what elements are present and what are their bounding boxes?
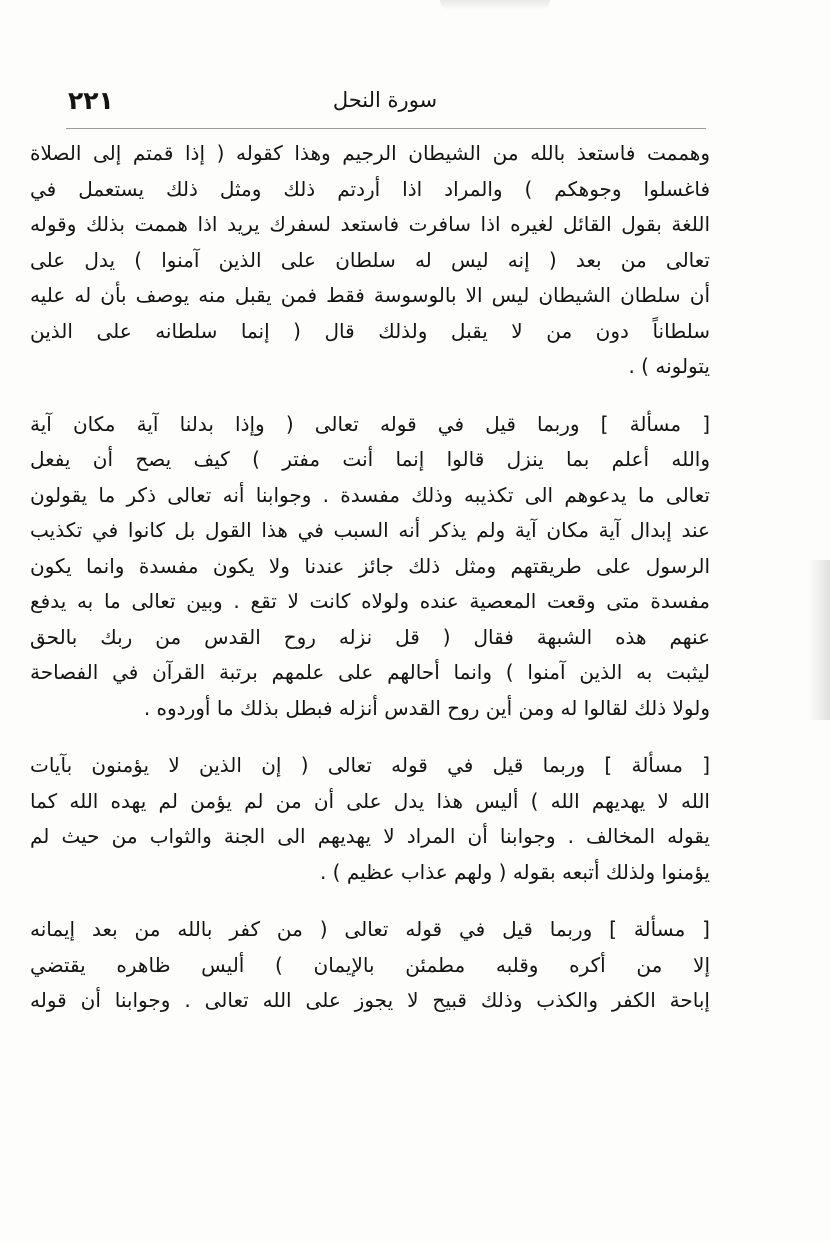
paragraph-3 bbox=[30, 748, 710, 890]
header-rule bbox=[66, 128, 706, 129]
text-line: ولولا ذلك لقالوا له ومن أين روح القدس أنزله فبطل بذلك ما أوردوه . bbox=[143, 695, 710, 720]
text-line: مفسدة متى وقعت المعصية عنده ولولاه كانت لا تقع . وبين تعالى ما به يدفع bbox=[30, 589, 710, 613]
text-line: سلطاناً دون من لا يقبل ولذلك قال ( إنما سلطانه على الذين bbox=[30, 318, 710, 343]
paragraph-4 bbox=[30, 912, 710, 1019]
text-line: عنهم هذه الشبهة فقال ( قل نزله روح القدس من ربك بالحق bbox=[30, 624, 710, 649]
text-line: ليثبت به الذين آمنوا ) وانما أحالهم على علمهم برتبة القرآن في الفصاحة bbox=[30, 660, 710, 684]
text-line: يتولونه ) . bbox=[628, 354, 710, 378]
text-line: والله أعلم بما ينزل قالوا إنما أنت مفتر ) كيف يصح أن يفعل bbox=[30, 447, 710, 471]
text-line: [ مسألة ] وربما قيل في قوله تعالى ( إن الذين لا يؤمنون بآيات bbox=[30, 753, 710, 777]
text-line: إباحة الكفر والكذب وذلك قبيح لا يجوز على الله تعالى . وجوابنا أن قوله bbox=[30, 988, 710, 1012]
paragraph-2 bbox=[30, 407, 710, 727]
page-number: ٢٢١ bbox=[68, 86, 114, 115]
paragraph-gap bbox=[30, 890, 710, 912]
text-line: الرسول على طريقتهم ومثل ذلك جائز عندنا ولا يكون مفسدة وانما يكون bbox=[30, 553, 710, 578]
page-header bbox=[60, 86, 710, 126]
text-line: اللغة بقول القائل لغيره اذا سافرت فاستعد لسفرك يريد اذا هممت بذلك وقوله bbox=[30, 212, 710, 236]
text-line: الله لا يهديهم الله ) أليس هذا يدل على أن من لم يؤمن لم يهده الله كما bbox=[30, 788, 710, 813]
body-text bbox=[30, 136, 710, 1019]
scan-smudge bbox=[440, 0, 550, 10]
paragraph-gap bbox=[30, 726, 710, 748]
text-line: أن سلطان الشيطان ليس الا بالوسوسة فقط فمن يقبل منه يوصف بأن له عليه bbox=[30, 283, 710, 307]
text-line: يقوله المخالف . وجوابنا أن المراد لا يهديهم الى الجنة والثواب من حيث لم bbox=[30, 824, 710, 848]
text-line: تعالى من بعد ( إنه ليس له سلطان على الذين آمنوا ) يدل على bbox=[30, 247, 710, 272]
running-head-surah-title: سورة النحل bbox=[332, 88, 438, 112]
text-line: يؤمنوا ولذلك أتبعه بقوله ( ولهم عذاب عظيم ) . bbox=[319, 859, 710, 884]
text-line: فاغسلوا وجوهكم ) والمراد اذا أردتم ذلك ومثل ذلك يستعمل في bbox=[30, 176, 710, 201]
text-line: وهممت فاستعذ بالله من الشيطان الرجيم وهذا كقوله ( إذا قمتم إلى الصلاة bbox=[30, 141, 710, 165]
text-line: إلا من أكره وقلبه مطمئن بالإيمان ) أليس ظاهره يقتضي bbox=[30, 952, 710, 977]
text-line: عند إبدال آية مكان آية ولم يذكر أنه السبب في هذا القول بل كانوا في تكذيب bbox=[30, 518, 710, 542]
paragraph-1 bbox=[30, 136, 710, 385]
scan-edge-shadow bbox=[808, 560, 830, 720]
text-line: [ مسألة ] وربما قيل في قوله تعالى ( وإذا بدلنا آية مكان آية bbox=[30, 411, 710, 436]
paragraph-gap bbox=[30, 385, 710, 407]
text-line: تعالى ما يدعوهم الى تكذيبه وذلك مفسدة . وجوابنا أنه تعالى ذكر ما يقولون bbox=[30, 482, 710, 507]
text-line: [ مسألة ] وربما قيل في قوله تعالى ( من كفر بالله من بعد إيمانه bbox=[30, 917, 710, 941]
